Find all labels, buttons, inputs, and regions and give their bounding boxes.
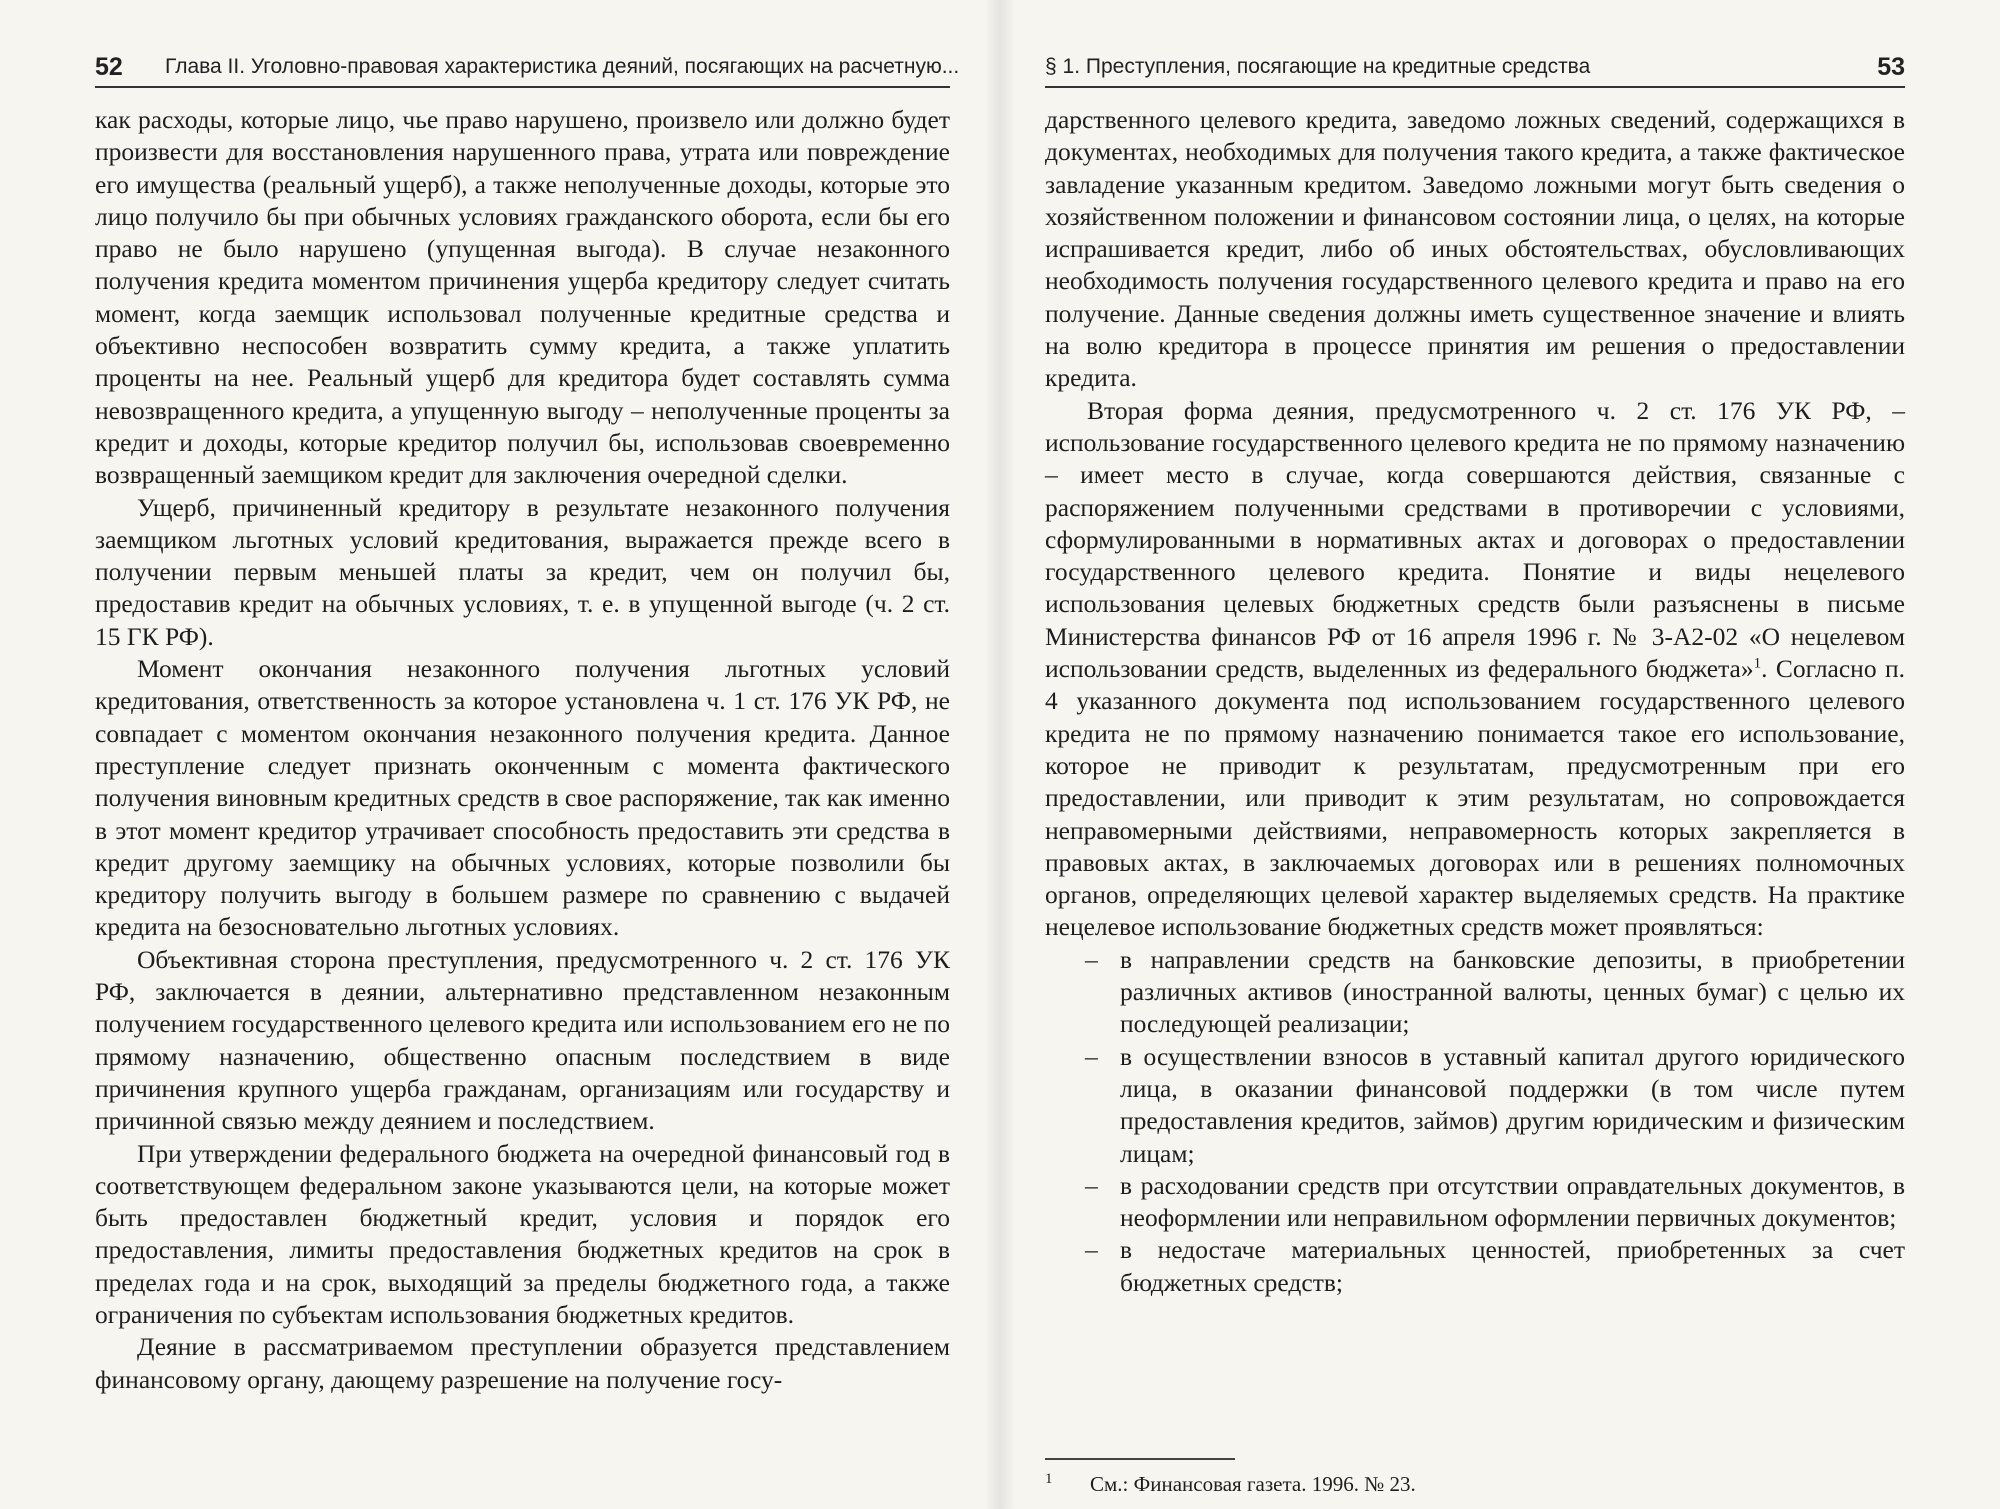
list-item-text: в осуществлении взносов в уставный капитал другого юридического лица, в оказании финансовой поддержки (в том числе путем предоставления кредитов, займов) другим юридическим и физическим лицам; [1120,1041,1905,1168]
footnote-reference[interactable]: 1 [1753,655,1762,672]
paragraph: Ущерб, причиненный кредитору в результате незаконного получения заемщиком льготных условий кредитования, выражается прежде всего в получении первым меньшей платы за кредит, чем он получил бы, предоставив кредит на обычных условиях, т. е. в упущенной выгоде (ч. 2 ст. 15 ГК РФ). [95,492,950,651]
paragraph [1045,395,1905,944]
bullet-dash: – [1085,944,1098,974]
bullet-dash: – [1085,1041,1098,1071]
running-head-title-right: § 1. Преступления, посягающие на кредитные средства [1045,55,1591,78]
footnote-text: См.: Финансовая газета. 1996. № 23. [1090,1472,1416,1496]
running-head-left [95,50,960,88]
footnote-marker: 1 [1045,1471,1053,1487]
paragraph: Момент окончания незаконного получения льготных условий кредитования, ответственность за которое установлена ч. 1 ст. 176 УК РФ, не совпадает с моментом окончания незаконного получения кредита. Данное преступление следует признать оконченным с момента фактического получения виновным кредитных средств в свое распоряжение, так как именно в этот момент кредитор утрачивает способность предоставить эти средства в кредит другому заемщику на обычных условиях, которые позволили бы кредитору получить выгоду в большем размере по сравнению с выдачей кредита на безосновательно льготных условиях. [95,654,950,942]
bullet-dash: – [1085,1170,1098,1200]
left-page-body [95,104,950,1396]
page-number-left: 52 [95,53,123,81]
running-head-right [1045,50,1905,88]
list-item [1045,944,1905,1041]
paragraph-text: . Согласно п. 4 указанного документа под использованием государственного целевого кредита не по прямому назначению понимается такое его использование, которое не приводит к результатам, предусмотренным при его предоставлении, или приводит к этим результатам, но сопровождается неправомерными действиями, неправомерность которых закрепляется в правовых актах, в заключаемых договорах или в решениях полномочных органов, определяющих целевой характер выделяемых средств. На практике нецелевое использование бюджетных средств может проявляться: [1045,654,1906,942]
running-head-title-left: Глава II. Уголовно-правовая характеристика деяний, посягающих на расчетную... [165,55,960,78]
footnote [1045,1470,1905,1498]
footnote-divider [1045,1458,1235,1460]
paragraph: дарственного целевого кредита, заведомо ложных сведений, содержащихся в документах, необходимых для получения такого кредита, а также фактическое завладение указанным кредитом. Заведомо ложными могут быть сведения о хозяйственном положении и финансовом состоянии лица, о целях, на которые испрашивается кредит, либо об иных обстоятельствах, обусловливающих необходимость получения государственного целевого кредита и право на его получение. Данные сведения должны иметь существенное значение и влиять на волю кредитора в процессе принятия им решения о предоставлении кредита. [1045,105,1905,393]
list-item-text: в направлении средств на банковские депозиты, в приобретении различных активов (иностранной валюты, ценных бумаг) с целью их последующей реализации; [1120,944,1905,1039]
list-item [1045,1170,1905,1235]
paragraph: как расходы, которые лицо, чье право нарушено, произвело или должно будет произвести для восстановления нарушенного права, утрата или повреждение его имущества (реальный ущерб), а также неполученные доходы, которые это лицо получило бы при обычных условиях гражданского оборота, если бы его право не было нарушено (упущенная выгода). В случае незаконного получения кредита моментом причинения ущерба кредитору следует считать момент, когда заемщик использовал полученные кредитные средства и объективно неспособен возвратить сумму кредита, а также уплатить проценты на нее. Реальный ущерб для кредитора будет составлять сумма невозвращенного кредита, а упущенную выгоду – неполученные проценты за кредит и доходы, которые кредитор получил бы, использовав своевременно возвращенный заемщиком кредит для заключения очередной сделки. [95,105,950,490]
right-page-body [1045,104,1905,1299]
paragraph: При утверждении федерального бюджета на очередной финансовый год в соответствующем федеральном законе указываются цели, на которые может быть предоставлен бюджетный кредит, условия и порядок его предоставления, лимиты предоставления бюджетных кредитов на срок в пределах года и на срок, выходящий за пределы бюджетного года, а также ограничения по субъектам использования бюджетных кредитов. [95,1138,950,1329]
bullet-dash: – [1085,1235,1098,1265]
paragraph: Объективная сторона преступления, предусмотренного ч. 2 ст. 176 УК РФ, заключается в деянии, альтернативно представленном незаконным получением государственного целевого кредита или использованием его не по прямому назначению, общественно опасным последствием в виде причинения крупного ущерба гражданам, организациям или государству и причинной связью между деянием и последствием. [95,944,950,1136]
list-item-text: в расходовании средств при отсутствии оправдательных документов, в неоформлении или неправильном оформлении первичных документов; [1120,1170,1905,1233]
list-item [1045,1041,1905,1170]
list-item [1045,1234,1905,1299]
paragraph: Деяние в рассматриваемом преступлении образуется представлением финансовому органу, дающему разрешение на получение госу- [95,1332,950,1394]
paragraph-text: Вторая форма деяния, предусмотренного ч. 2 ст. 176 УК РФ, – использование государственного целевого кредита не по прямому назначению – имеет место в случае, когда совершаются действия, связанные с распоряжением полученными средствами в противоречии с условиями, сформулированными в нормативных актах и договорах о предоставлении государственного целевого кредита. Понятие и виды нецелевого использования целевых бюджетных средств были разъяснены в письме Министерства финансов РФ от 16 апреля 1996 г. № 3-А2-02 «О нецелевом использовании средств, выделенных из федерального бюджета» [1045,395,1905,684]
list-item-text: в недостаче материальных ценностей, приобретенных за счет бюджетных средств; [1120,1235,1905,1297]
page-number-right: 53 [1877,53,1905,81]
